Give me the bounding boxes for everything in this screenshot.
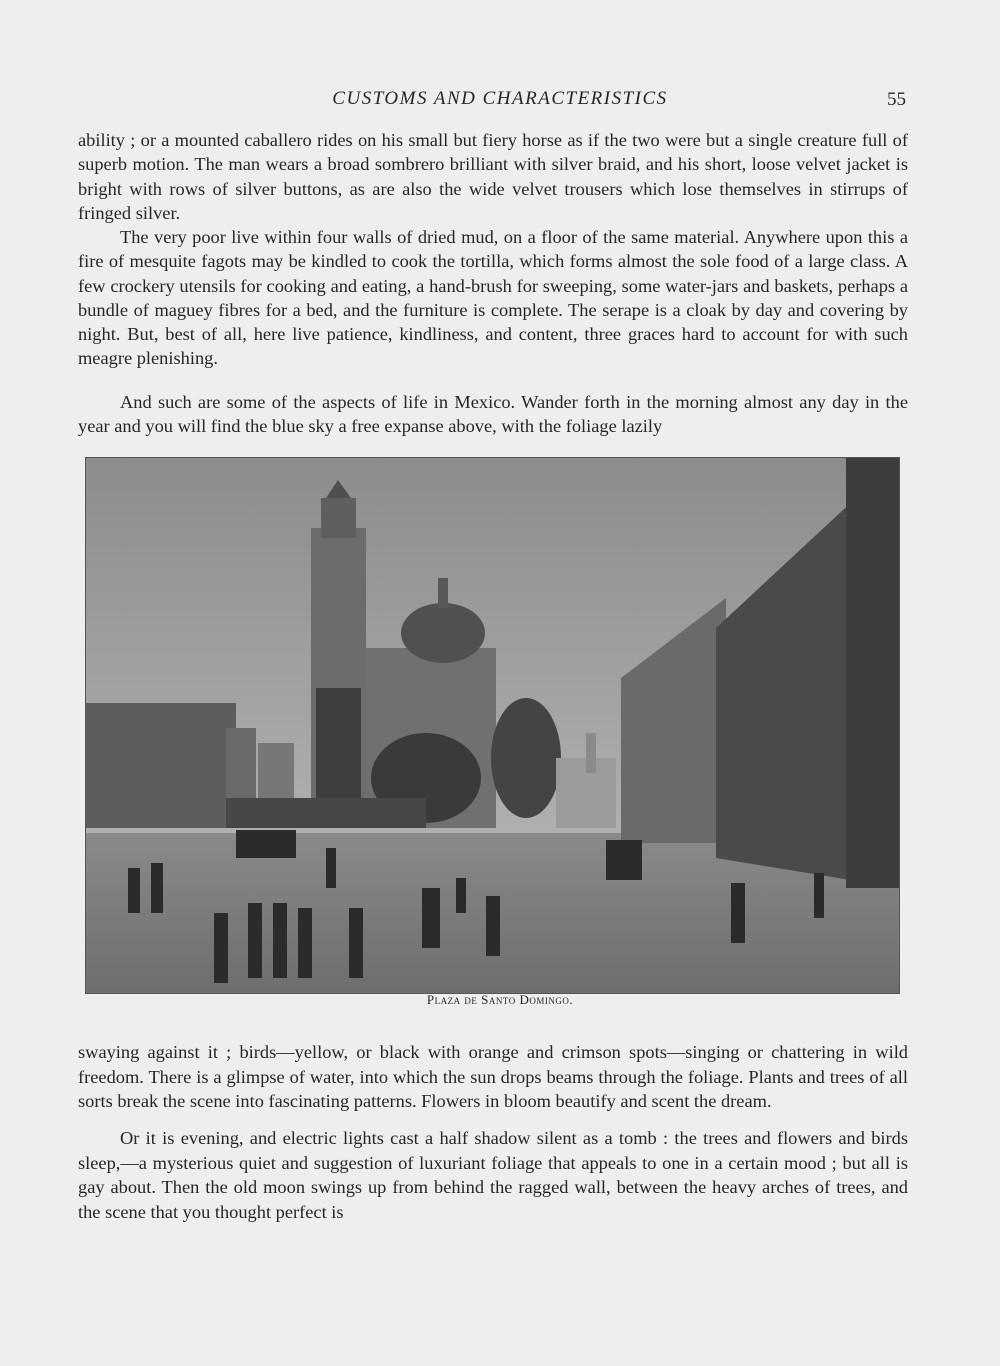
paragraph-swaying: swaying against it ; birds—yellow, or black with orange and crimson spots—singing or chattering in wild freedom. There is a glimpse of water, into which the sun drops beams through the foliage. Plants and trees of all sorts break the scene into fascinating patterns. Flowers in bloom beautify and scent the dream.: [78, 1042, 908, 1112]
church-tower: [311, 480, 366, 828]
plaza-photo-illustration: [86, 458, 899, 993]
paragraph-very-poor: The very poor live within four walls of dried mud, on a floor of the same material. Anywhere upon this a fire of mesquite fagots may be kindled to cook the tortilla, which forms almost the sole food of a large class. A few crockery utensils for cooking and eating, a hand-brush for sweeping, some water-jars and baskets, perhaps a bundle of maguey fibres for a bed, and the furniture is complete. The serape is a cloak by day and covering by night. But, best of all, here live patience, kindliness, and content, three graces hard to account for with such meagre plenishing.: [78, 227, 908, 369]
photograph-plaza: [85, 457, 900, 994]
paragraph-continuation: ability ; or a mounted caballero rides on his small but fiery horse as if the two were but a single creature full of superb motion. The man wears a broad sombrero brilliant with silver braid, and his short, loose velvet jacket is bright with rows of silver buttons, as are also the wide velvet trousers which lose themselves in stirrups of fringed silver.: [78, 130, 908, 223]
page-number: 55: [887, 89, 906, 110]
caption-text: Plaza de Santo Domingo.: [426, 992, 574, 1007]
paragraph-aspects-of-life: And such are some of the aspects of life in Mexico. Wander forth in the morning almost any day in the year and you will find the blue sky a free expanse above, with the foliage lazily: [78, 392, 908, 437]
figure-caption: [0, 992, 1000, 1008]
running-title: CUSTOMS AND CHARACTERISTICS: [332, 88, 668, 109]
paragraph-evening: Or it is evening, and electric lights cast a half shadow silent as a tomb : the trees and flowers and birds sleep,—a mysterious quiet and suggestion of luxuriant foliage that appeals to one in a certain mood ; but all is gay about. Then the old moon swings up from behind the ragged wall, between the heavy arches of trees, and the scene that you thought perfect is: [78, 1128, 908, 1222]
